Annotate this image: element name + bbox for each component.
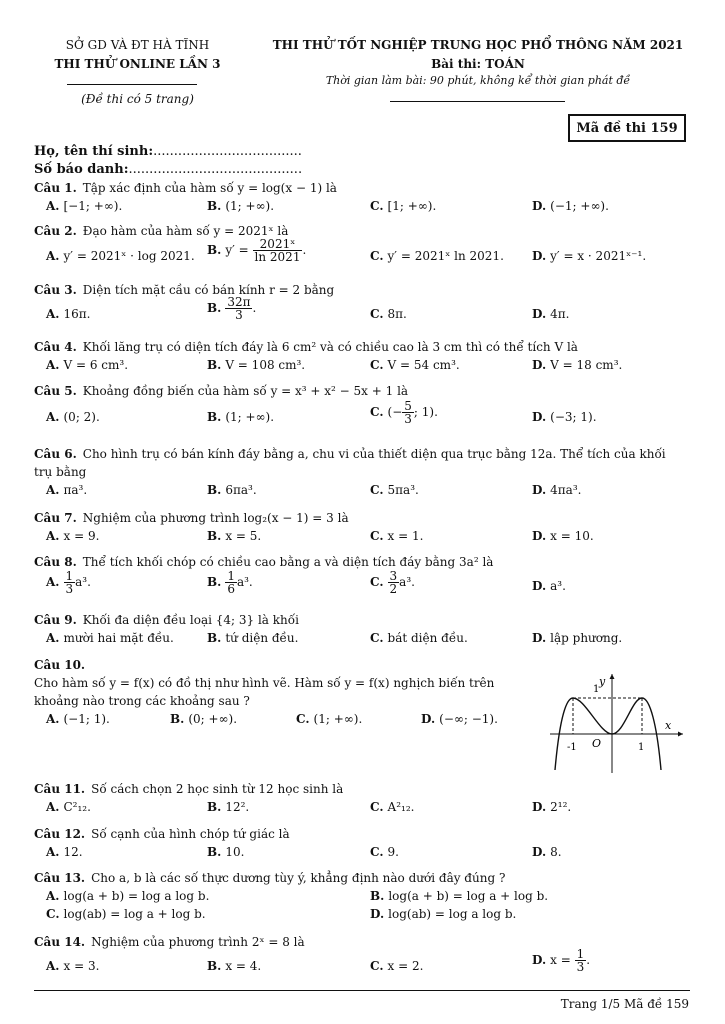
graph-tick-y1: 1 [593,684,600,695]
function-graph [545,670,685,775]
q14-option-c: C. x = 2. [370,959,424,973]
q5-option-a: A. (0; 2). [46,410,100,424]
q13-option-c: C. log(ab) = log a + log b. [46,907,206,921]
graph-label-origin: O [592,737,602,750]
q12-option-a: A. 12. [46,845,83,859]
q7-option-b: B. x = 5. [207,529,262,543]
q8-option-b: B. $\frac{1}{6}$ a³. [207,569,253,596]
q2-option-c: C. y′ = 2021ˣ ln 2021. [370,249,504,263]
q11-option-a: A. C²₁₂. [46,800,91,814]
q13-option-b: B. log(a + b) = log a + log b. [370,889,549,903]
question-2: Câu 2. Đạo hàm của hàm số y = 2021ˣ là [34,224,289,238]
q4-option-c: C. V = 54 cm³. [370,358,460,372]
q6-option-b: B. 6πa³. [207,483,257,497]
candidate-id-dots: .......................................... [128,162,303,177]
question-11: Câu 11. Số cách chọn 2 học sinh từ 12 học sinh là [34,782,344,796]
q1-option-d: D. (−1; +∞). [532,199,609,213]
candidate-name-dots: .................................... [153,144,302,159]
q11-option-c: C. A²₁₂. [370,800,415,814]
graph-label-y: y [599,675,606,688]
q10-option-d: D. (−∞; −1). [421,712,498,726]
question-6: Câu 6. Cho hình trụ có bán kính đáy bằng a, chu vi của thiết diện qua trục bằng 12a. Thể tích của khối [34,447,666,461]
q3-option-a: A. 16π. [46,307,91,321]
q9-option-d: D. lập phương. [532,631,623,645]
question-3: Câu 3. Diện tích mặt cầu có bán kính r = 2 bằng [34,283,335,297]
q2-option-d: D. y′ = x · 2021ˣ⁻¹. [532,249,647,263]
candidate-id-line [34,162,302,177]
header-right-rule [390,101,565,102]
candidate-name-label: Họ, tên thí sinh: [34,144,154,159]
question-8: Câu 8. Thể tích khối chóp có chiều cao bằng a và diện tích đáy bằng 3a² là [34,555,494,569]
page-count-note: (Đề thi có 5 trang) [81,92,194,106]
q12-option-b: B. 10. [207,845,245,859]
q9-option-c: C. bát diện đều. [370,631,468,645]
q5-option-c: C. (− $\frac{5}{3}$ ; 1). [370,399,438,426]
q3-option-b: B. $\frac{32\pi}{3}$ . [207,295,257,322]
department-name: SỞ GD VÀ ĐT HÀ TĨNH [65,38,210,52]
candidate-name-line [34,144,302,159]
y-axis-arrow [610,674,615,679]
exam-duration: Thời gian làm bài: 90 phút, không kể thời gian phát đề [325,74,631,87]
q14-option-d: D. x = $\frac{1}{3}$ . [532,947,591,974]
q14-option-a: A. x = 3. [46,959,100,973]
question-5: Câu 5. Khoảng đồng biến của hàm số y = x³ + x² − 5x + 1 là [34,384,409,398]
candidate-id-label: Số báo danh: [34,162,129,177]
q2-option-b: B. y′ = $\frac{\text{2021ˣ}}{\ln 2021}$ . [207,237,307,264]
q5-option-d: D. (−3; 1). [532,410,597,424]
q1-option-a: A. [−1; +∞). [46,199,123,213]
question-text: Tập xác định của hàm số y = log(x − 1) là [82,181,337,195]
x-axis-arrow [678,732,683,737]
q11-option-d: D. 2¹². [532,800,572,814]
q6-option-c: C. 5πa³. [370,483,419,497]
question-13: Câu 13. Cho a, b là các số thực dương tùy ý, khẳng định nào dưới đây đúng ? [34,871,506,885]
q4-option-b: B. V = 108 cm³. [207,358,306,372]
question-10-text: Cho hàm số y = f(x) có đồ thị như hình vẽ. Hàm số y = f(x) nghịch biến trên [34,676,495,690]
question-14: Câu 14. Nghiệm của phương trình 2ˣ = 8 là [34,935,305,949]
q4-option-a: A. V = 6 cm³. [46,358,129,372]
q5-option-b: B. (1; +∞). [207,410,275,424]
q4-option-d: D. V = 18 cm³. [532,358,623,372]
footer-rule [34,990,690,991]
q6-option-a: A. πa³. [46,483,88,497]
q6-option-d: D. 4πa³. [532,483,582,497]
graph-label-x: x [665,719,672,732]
q13-option-a: A. log(a + b) = log a log b. [46,889,210,903]
q10-option-a: A. (−1; 1). [46,712,110,726]
question-6-cont: trụ bằng [34,465,87,479]
question-10-label: Câu 10. [34,658,86,672]
question-9: Câu 9. Khối đa diện đều loại {4; 3} là khối [34,613,299,627]
question-1 [34,180,694,196]
graph-tick-neg1: -1 [567,742,577,753]
q12-option-d: D. 8. [532,845,562,859]
graph-tick-1: 1 [638,742,645,753]
q13-option-d: D. log(ab) = log a log b. [370,907,517,921]
q3-option-d: D. 4π. [532,307,570,321]
q1-option-c: C. [1; +∞). [370,199,437,213]
q1-option-b: B. (1; +∞). [207,199,275,213]
exam-code-box: Mã đề thi 159 [568,114,686,142]
q14-option-b: B. x = 4. [207,959,262,973]
q7-option-c: C. x = 1. [370,529,424,543]
exam-subject: Bài thi: TOÁN [431,57,525,71]
q10-option-b: B. (0; +∞). [170,712,238,726]
q2-option-a: A. y′ = 2021ˣ · log 2021. [46,249,195,263]
q11-option-b: B. 12². [207,800,250,814]
q9-option-b: B. tứ diện đều. [207,631,299,645]
q10-option-c: C. (1; +∞). [296,712,363,726]
question-label: Câu 1. [34,181,77,195]
q8-option-d: D. a³. [532,579,566,593]
question-7: Câu 7. Nghiệm của phương trình log₂(x − 1) = 3 là [34,511,349,525]
question-10-cont: khoảng nào trong các khoảng sau ? [34,694,250,708]
q7-option-d: D. x = 10. [532,529,594,543]
question-12: Câu 12. Số cạnh của hình chóp tứ giác là [34,827,290,841]
page-footer: Trang 1/5 Mã đề 159 [560,997,689,1011]
q12-option-c: C. 9. [370,845,399,859]
q8-option-a: A. $\frac{1}{3}$ a³. [46,569,91,596]
header-left-rule [67,84,197,85]
q3-option-c: C. 8π. [370,307,407,321]
q9-option-a: A. mười hai mặt đều. [46,631,174,645]
q7-option-a: A. x = 9. [46,529,100,543]
q8-option-c: C. $\frac{3}{2}$ a³. [370,569,415,596]
question-4: Câu 4. Khối lăng trụ có diện tích đáy là 6 cm² và có chiều cao là 3 cm thì có thể tích V là [34,340,578,354]
exam-title: THI THỬ TỐT NGHIỆP TRUNG HỌC PHỔ THÔNG NĂM 2021 [272,38,684,52]
exam-round: THI THỬ ONLINE LẦN 3 [54,57,221,71]
